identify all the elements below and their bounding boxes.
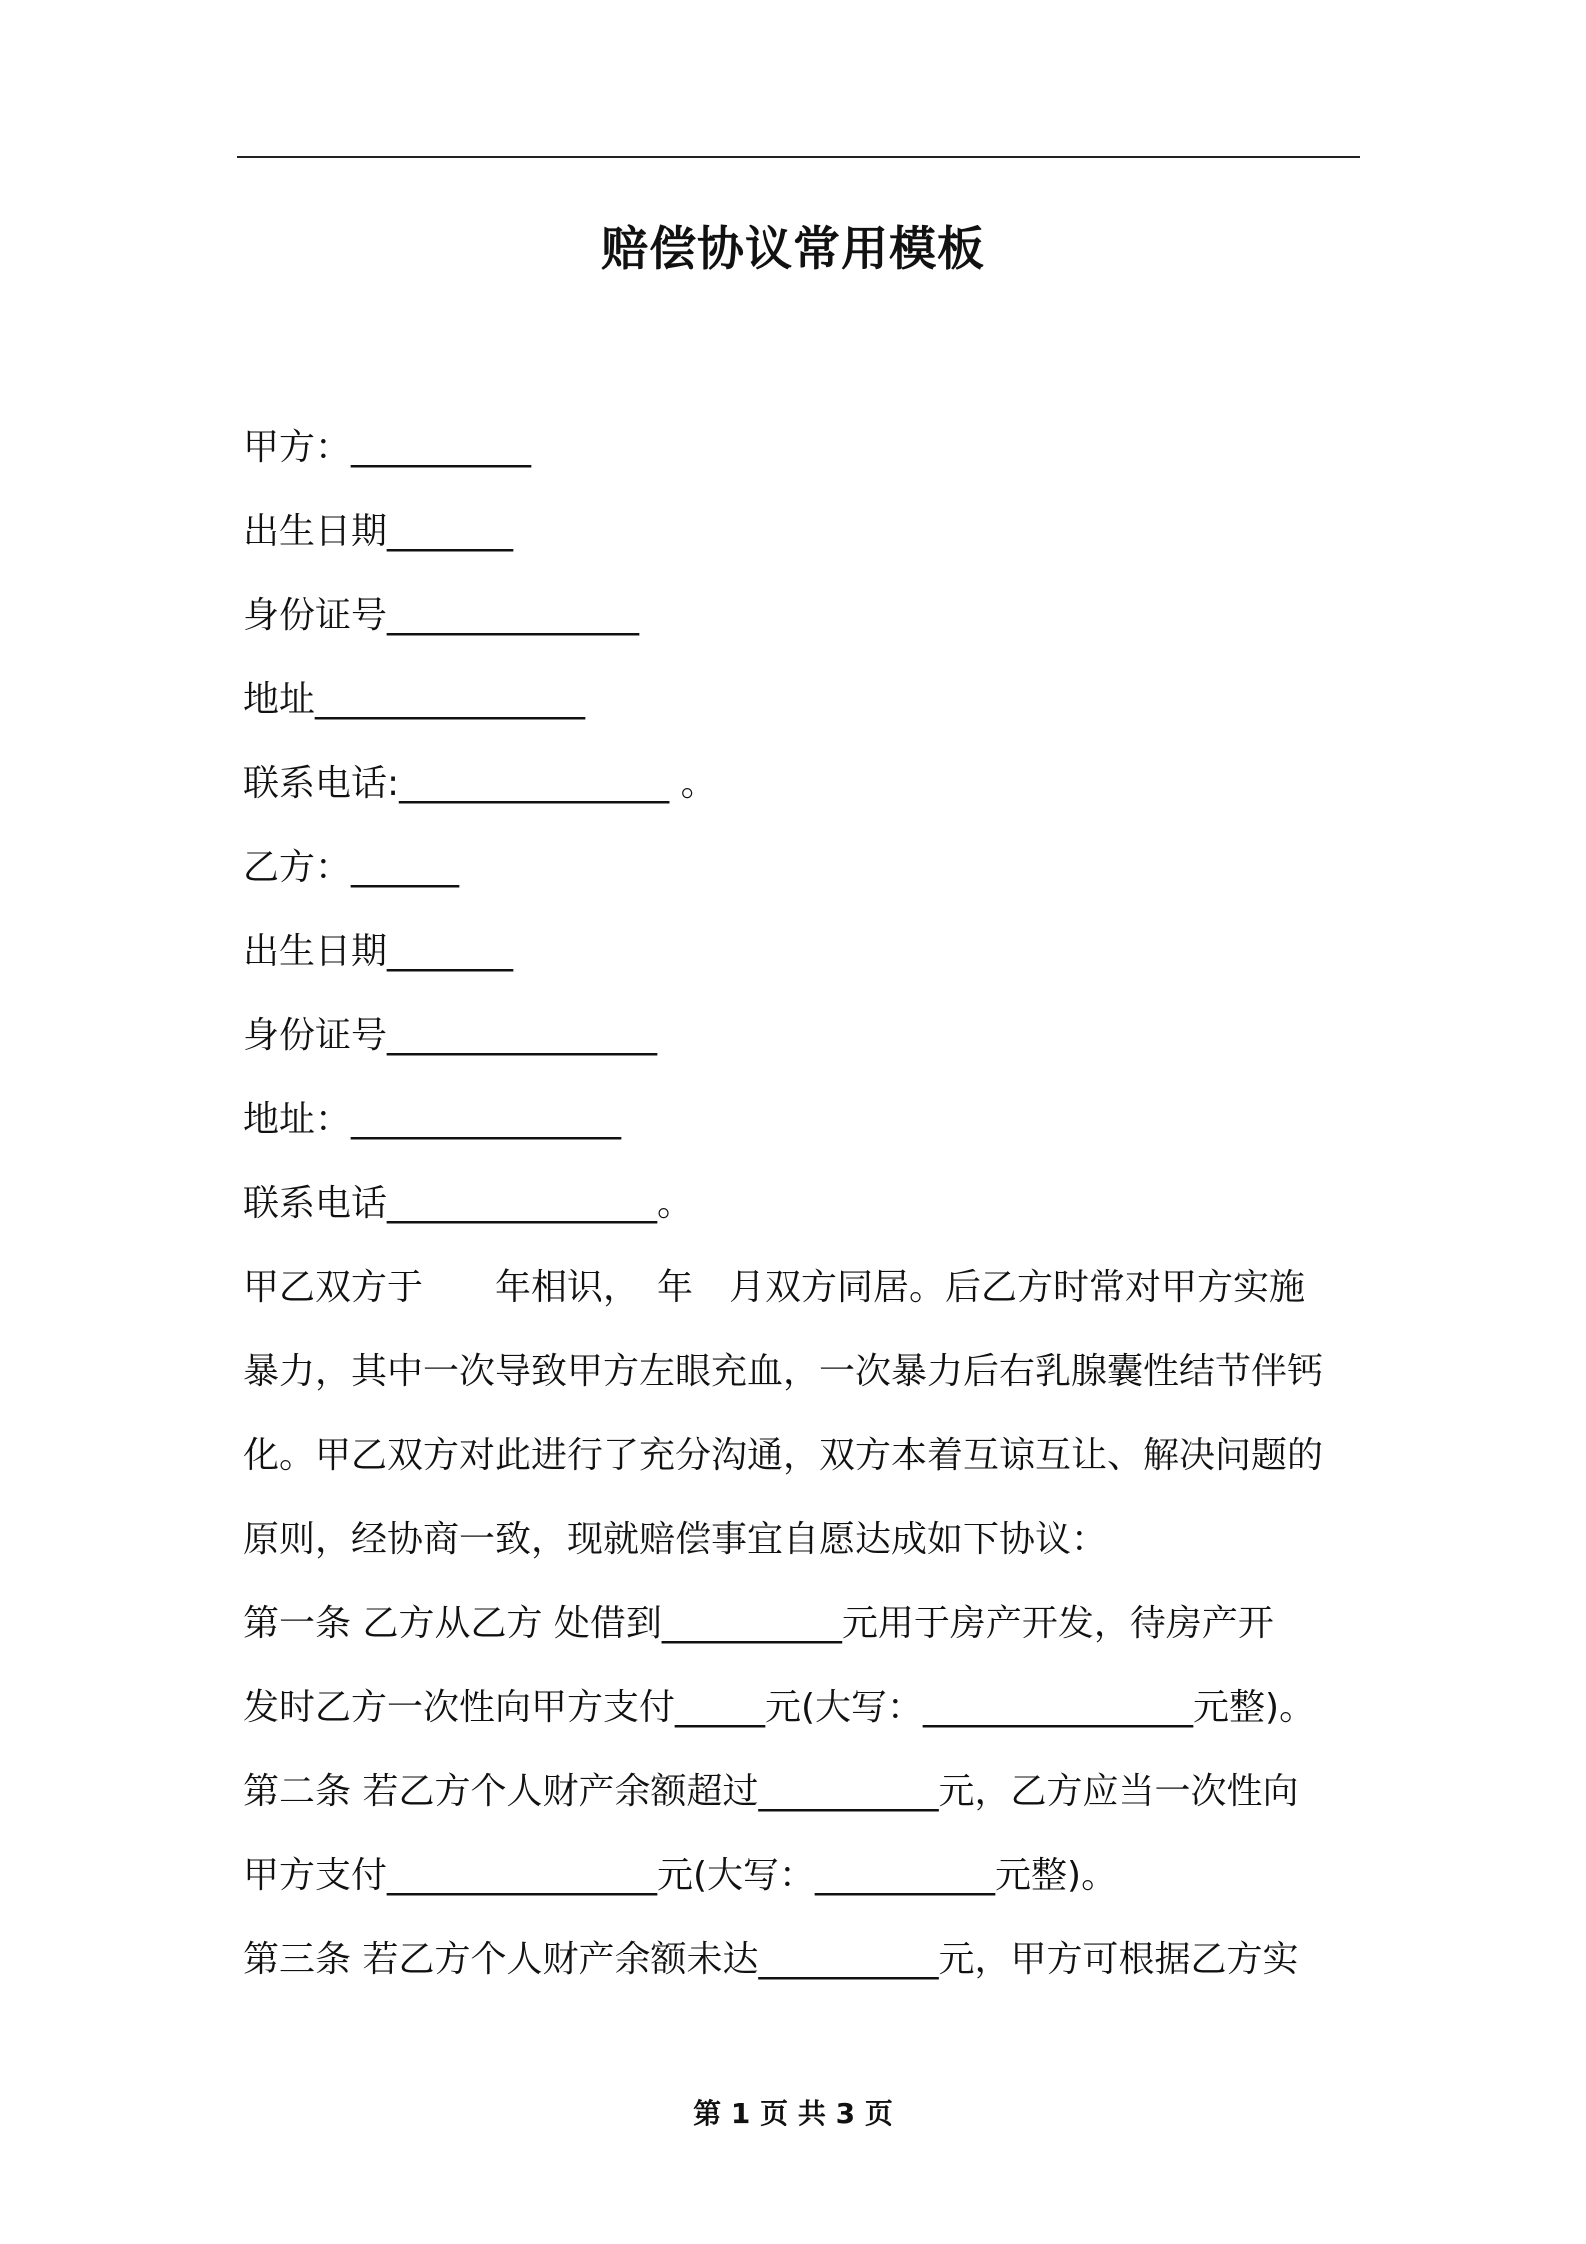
party-a-name-line: 甲方：__________ [243,427,532,468]
party-a-id-line: 身份证号______________ [243,595,640,636]
document-title: 赔偿协议常用模板 [601,222,985,277]
party-a-phone-line: 联系电话:_______________ 。 [243,763,717,804]
party-b-phone-line: 联系电话_______________。 [243,1183,694,1224]
preamble-line-3: 化。甲乙双方对此进行了充分沟通，双方本着互谅互让、解决问题的 [243,1435,1324,1476]
party-b-birthdate-line: 出生日期_______ [243,931,514,972]
article-1-line-1: 第一条 乙方从乙方 处借到__________元用于房产开发，待房产开 [243,1603,1274,1644]
party-b-address-line: 地址：_______________ [243,1099,622,1140]
party-b-id-line: 身份证号_______________ [243,1015,658,1056]
preamble-line-2: 暴力，其中一次导致甲方左眼充血，一次暴力后右乳腺囊性结节伴钙 [243,1351,1324,1392]
party-b-name-line: 乙方：______ [243,847,460,888]
header-rule [237,156,1360,158]
article-3-line-1: 第三条 若乙方个人财产余额未达__________元，甲方可根据乙方实 [243,1939,1299,1980]
article-2-line-1: 第二条 若乙方个人财产余额超过__________元，乙方应当一次性向 [243,1771,1299,1812]
preamble-line-1: 甲乙双方于 年相识， 年 月双方同居。后乙方时常对甲方实施 [243,1267,1306,1308]
document-body [243,406,1373,2002]
page-number: 第 1 页 共 3 页 [693,2097,893,2130]
party-a-address-line: 地址_______________ [243,679,586,720]
article-1-line-2: 发时乙方一次性向甲方支付_____元(大写：_______________元整)。 [243,1687,1316,1728]
party-a-birthdate-line: 出生日期_______ [243,511,514,552]
preamble-line-4: 原则，经协商一致，现就赔偿事宜自愿达成如下协议： [243,1519,1108,1560]
article-2-line-2: 甲方支付_______________元(大写：__________元整)。 [243,1855,1118,1896]
